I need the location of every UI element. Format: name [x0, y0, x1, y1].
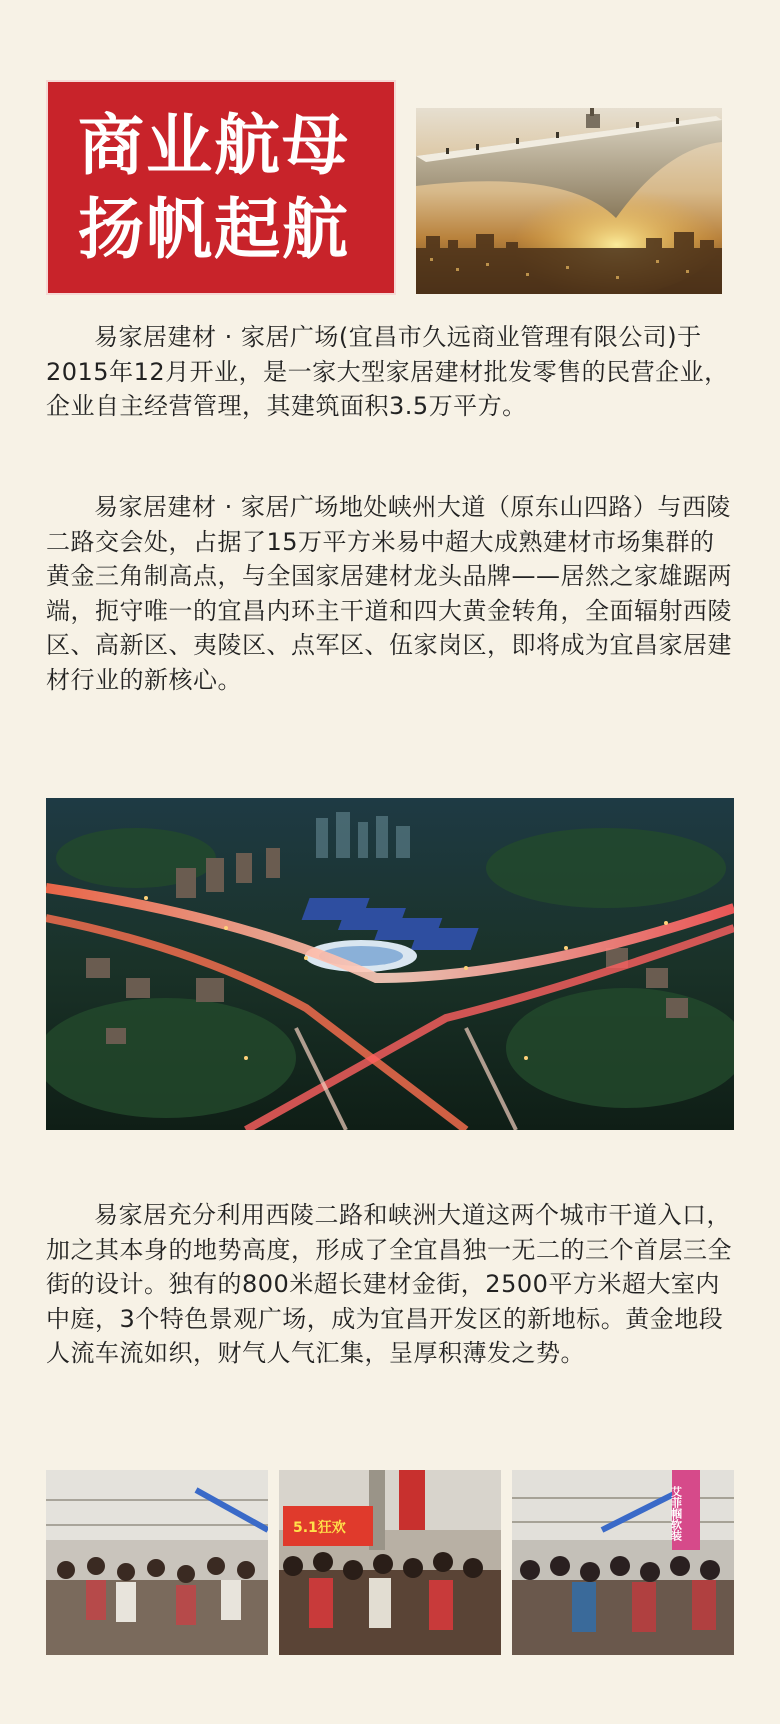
- intro-paragraph: 易家居建材 · 家居广场(宜昌市久远商业管理有限公司)于2015年12月开业，是一家大型家居建材批发零售的民营企业，企业自主经营管理，其建筑面积3.5万平方。: [46, 323, 729, 420]
- title-banner: [46, 80, 396, 295]
- aerial-night-rendering-image: [46, 798, 734, 1130]
- atrium-crowd-photo-2: [279, 1470, 501, 1655]
- title-line-1: 商业航母: [78, 106, 350, 184]
- aircraft-carrier-image: [416, 108, 722, 294]
- brand-sign-text: 艾菲帼软装: [669, 1486, 683, 1541]
- title-line-2: 扬帆起航: [78, 190, 350, 268]
- location-paragraph: 易家居建材 · 家居广场地处峡州大道（原东山四路）与西陵二路交会处，占据了15万平方米易中超大成熟建材市场集群的黄金三角制高点，与全国家居建材龙头品牌——居然之家雄踞两端，扼守唯一的宜昌内环主干道和四大黄金转角，全面辐射西陵区、高新区、夷陵区、点军区、伍家岗区，即将成为宜昌家居建材行业的新核心。: [46, 493, 732, 694]
- promo-sign-text: 5.1狂欢: [293, 1520, 346, 1536]
- atrium-crowd-photo-1: [46, 1470, 268, 1655]
- design-paragraph: 易家居充分利用西陵二路和峡洲大道这两个城市干道入口，加之其本身的地势高度，形成了全宜昌独一无二的三个首层三全街的设计。独有的800米超长建材金街，2500平方米超大室内中庭，3个特色景观广场，成为宜昌开发区的新地标。黄金地段人流车流如织，财气人气汇集，呈厚积薄发之势。: [46, 1201, 732, 1367]
- atrium-crowd-photo-3: [512, 1470, 734, 1655]
